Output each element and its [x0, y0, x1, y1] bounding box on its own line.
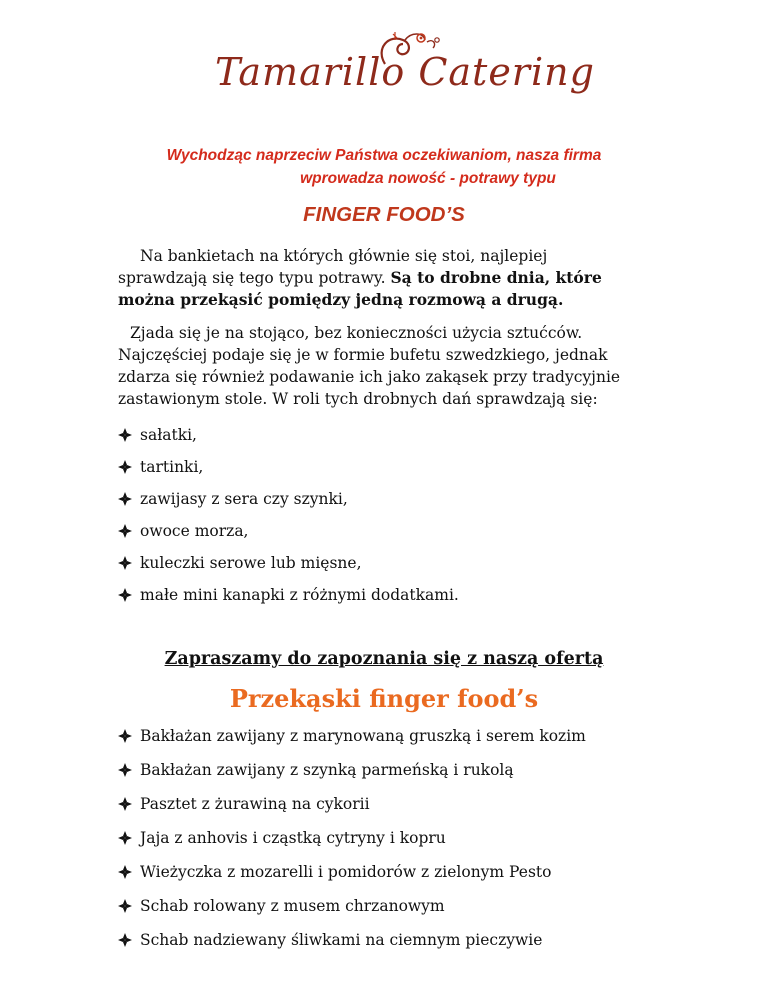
dish-label: owoce morza, [140, 522, 249, 540]
diamond-bullet-icon [118, 524, 132, 538]
paragraph-details [118, 322, 678, 410]
snack-label: Pasztet z żurawiną na cykorii [140, 795, 370, 813]
diamond-bullet-icon [118, 831, 132, 845]
list-item [118, 458, 203, 476]
paragraph1-bold: Są to drobne dnia, które [390, 268, 602, 287]
paragraph1-line1: Na bankietach na których głównie się stoi, najlepiej [140, 247, 548, 265]
intro-line-1: Wychodząc naprzeciw Państwa oczekiwaniom, nasza firma [166, 147, 602, 164]
list-item [118, 761, 514, 779]
paragraph2-line3: zdarza się również podawanie ich jako zakąsek przy tradycyjnie [118, 368, 621, 386]
list-item [118, 586, 459, 604]
diamond-bullet-icon [118, 460, 132, 474]
diamond-bullet-icon [118, 428, 132, 442]
paragraph2-line2: Najczęściej podaje się je w formie bufetu szwedzkiego, jednak [118, 346, 608, 364]
list-item [118, 897, 445, 915]
snack-label: Wieżyczka z mozarelli i pomidorów z zielonym Pesto [140, 863, 552, 881]
finger-food-title: FINGER FOOD’S [303, 203, 465, 226]
diamond-bullet-icon [118, 933, 132, 947]
list-item [118, 490, 348, 508]
paragraph1-bold-line: można przekąsić pomiędzy jedną rozmową a drugą. [118, 290, 564, 309]
paragraph2-line4: zastawionym stole. W roli tych drobnych dań sprawdzają się: [118, 390, 598, 408]
list-item [118, 522, 249, 540]
snack-label: Bakłażan zawijany z marynowaną gruszką i serem kozim [140, 727, 586, 745]
snack-label: Schab rolowany z musem chrzanowym [140, 897, 445, 915]
diamond-bullet-icon [118, 763, 132, 777]
snack-label: Bakłażan zawijany z szynką parmeńską i rukolą [140, 761, 514, 779]
list-item [118, 863, 551, 881]
diamond-bullet-icon [118, 588, 132, 602]
brand-logo [215, 28, 595, 116]
list-item [118, 829, 446, 847]
diamond-bullet-icon [118, 865, 132, 879]
paragraph2-line1: Zjada się je na stojąco, bez konieczności użycia sztućców. [130, 324, 583, 342]
snack-label: Jaja z anhovis i cząstką cytryny i kopru [140, 829, 446, 847]
intro-line-2: wprowadza nowość - potrawy typu [300, 170, 556, 187]
paragraph1-line2 [118, 267, 678, 289]
logo-text: Tamarillo Catering [215, 50, 595, 94]
dish-label: kuleczki serowe lub mięsne, [140, 554, 362, 572]
list-item [118, 931, 542, 949]
list-item [118, 426, 197, 444]
offer-invitation: Zapraszamy do zapoznania się z naszą ofertą [164, 649, 604, 669]
diamond-bullet-icon [118, 729, 132, 743]
dish-label: małe mini kanapki z różnymi dodatkami. [140, 586, 459, 604]
diamond-bullet-icon [118, 797, 132, 811]
dish-label: tartinki, [140, 458, 204, 476]
diamond-bullet-icon [118, 556, 132, 570]
list-item [118, 554, 362, 572]
diamond-bullet-icon [118, 899, 132, 913]
dish-label: sałatki, [140, 426, 197, 444]
dish-label: zawijasy z sera czy szynki, [140, 490, 348, 508]
snacks-title: Przekąski finger food’s [229, 684, 539, 713]
paragraph-intro [118, 245, 678, 311]
list-item [118, 727, 586, 745]
diamond-bullet-icon [118, 492, 132, 506]
snack-label: Schab nadziewany śliwkami na ciemnym pieczywie [140, 931, 543, 949]
paragraph1-text: sprawdzają się tego typu potrawy. [118, 269, 391, 287]
list-item [118, 795, 370, 813]
